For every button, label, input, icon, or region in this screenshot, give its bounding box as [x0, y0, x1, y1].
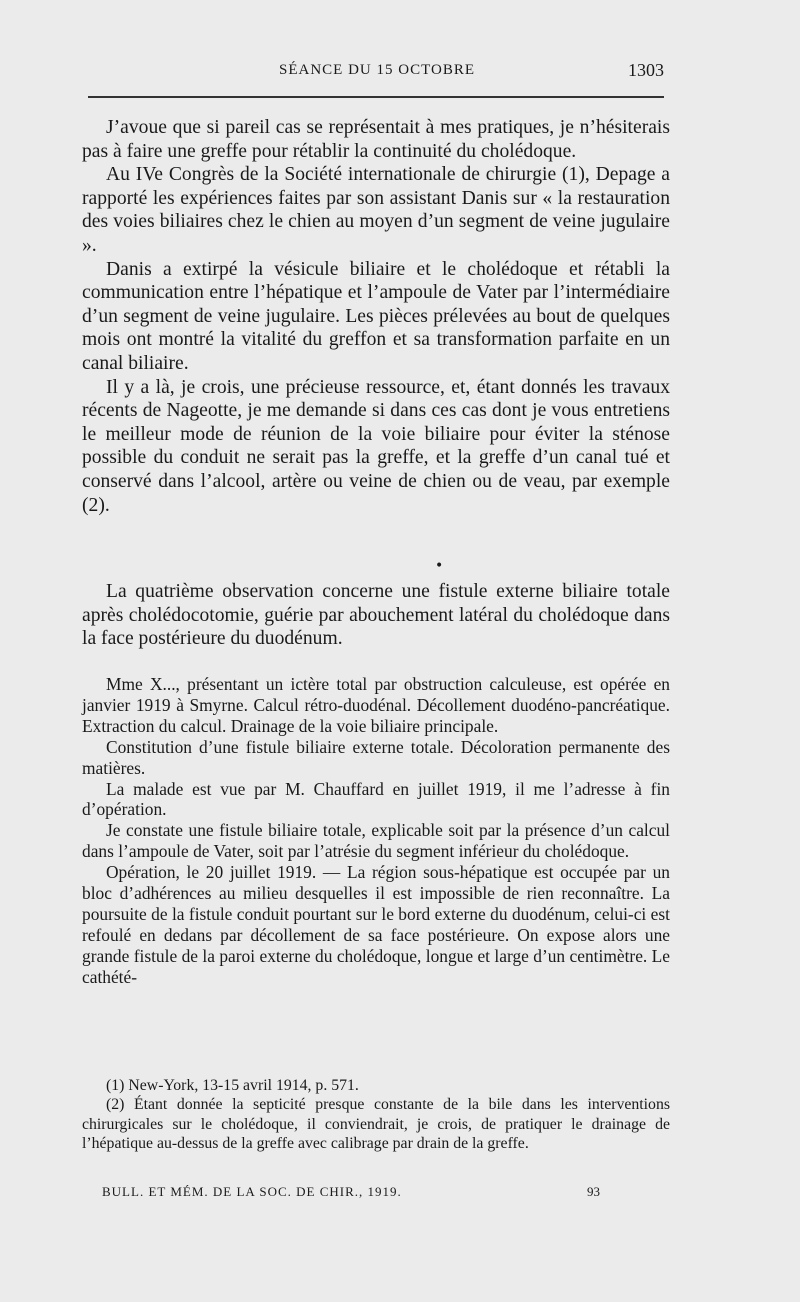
paragraph: J’avoue que si pareil cas se représentait à mes pratiques, je n’hésiterais pas à faire une greffe pour rétablir la continuité du cholédoque.: [82, 117, 670, 162]
paragraph: La quatrième observation concerne une fistule externe biliaire totale après cholédocotomie, guérie par abouchement latéral du cholédoque dans la face postérieure du duodénum.: [82, 581, 670, 650]
section-separator: •: [435, 558, 444, 574]
case-paragraph: Opération, le 20 juillet 1919. — La région sous-hépatique est occupée par un bloc d’adhérences au milieu desquelles il est impossible de rien reconnaître. La poursuite de la fistule conduit pourtant sur le bord externe du duodénum, celui-ci est refoulé en dedans par décollement de sa face postérieure. On expose alors une grande fistule de la paroi externe du cholédoque, longue et large d’un centimètre. Le cathété-: [82, 862, 670, 987]
case-report: [82, 674, 670, 988]
paragraph: Au IVe Congrès de la Société internationale de chirurgie (1), Depage a rapporté les expériences faites par son assistant Danis sur « la restauration des voies biliaires chez le chien au moyen d’un segment de veine jugulaire ».: [82, 164, 670, 256]
case-paragraph: La malade est vue par M. Chauffard en juillet 1919, il me l’adresse à fin d’opération.: [82, 778, 670, 820]
header-rule: [88, 96, 664, 98]
page-footer: [88, 1184, 648, 1204]
page-number: 1303: [628, 60, 664, 80]
footnote: (1) New-York, 13-15 avril 1914, p. 571.: [106, 1077, 359, 1094]
footnote: (2) Étant donnée la septicité presque constante de la bile dans les interventions chirurgicales sur le cholédoque, il conviendrait, je crois, de pratiquer le drainage de l’hépatique au-dessus de la greffe avec calibrage par drain de la greffe.: [82, 1096, 670, 1152]
journal-reference: BULL. ET MÉM. DE LA SOC. DE CHIR., 1919.: [102, 1184, 402, 1199]
case-paragraph: Constitution d’une fistule biliaire externe totale. Décoloration permanente des matières.: [82, 736, 670, 778]
paragraph: Il y a là, je crois, une précieuse ressource, et, étant donnés les travaux récents de Nageotte, je me demande si dans ces cas dont je vous entretiens le meilleur mode de réunion de la voie biliaire pour éviter la sténose possible du conduit ne serait pas la greffe, et la greffe d’un canal tué et conservé dans l’alcool, artère ou veine de chien ou de veau, par exemple (2).: [82, 376, 670, 516]
signature-mark: 93: [587, 1184, 600, 1199]
footnotes: [82, 1076, 670, 1153]
header-title: SÉANCE DU 15 OCTOBRE: [279, 62, 475, 78]
paragraph: Danis a extirpé la vésicule biliaire et le cholédoque et rétabli la communication entre l’hépatique et l’ampoule de Vater par l’intermédiaire d’un segment de veine jugulaire. Les pièces prélevées au bout de quelques mois ont montré la vitalité du greffon et sa transformation parfaite en un canal biliaire.: [82, 258, 670, 374]
case-paragraph: Je constate une fistule biliaire totale, explicable soit par la présence d’un calcul dans l’ampoule de Vater, soit par l’atrésie du segment inférieur du cholédoque.: [82, 820, 670, 862]
observation-summary: [82, 580, 670, 651]
case-paragraph: Mme X..., présentant un ictère total par obstruction calculeuse, est opérée en janvier 1919 à Smyrne. Calcul rétro-duodénal. Décollement duodéno-pancréatique. Extraction du calcul. Drainage de la voie biliaire principale.: [82, 674, 670, 736]
running-header: [88, 58, 666, 88]
main-text: [82, 116, 670, 517]
